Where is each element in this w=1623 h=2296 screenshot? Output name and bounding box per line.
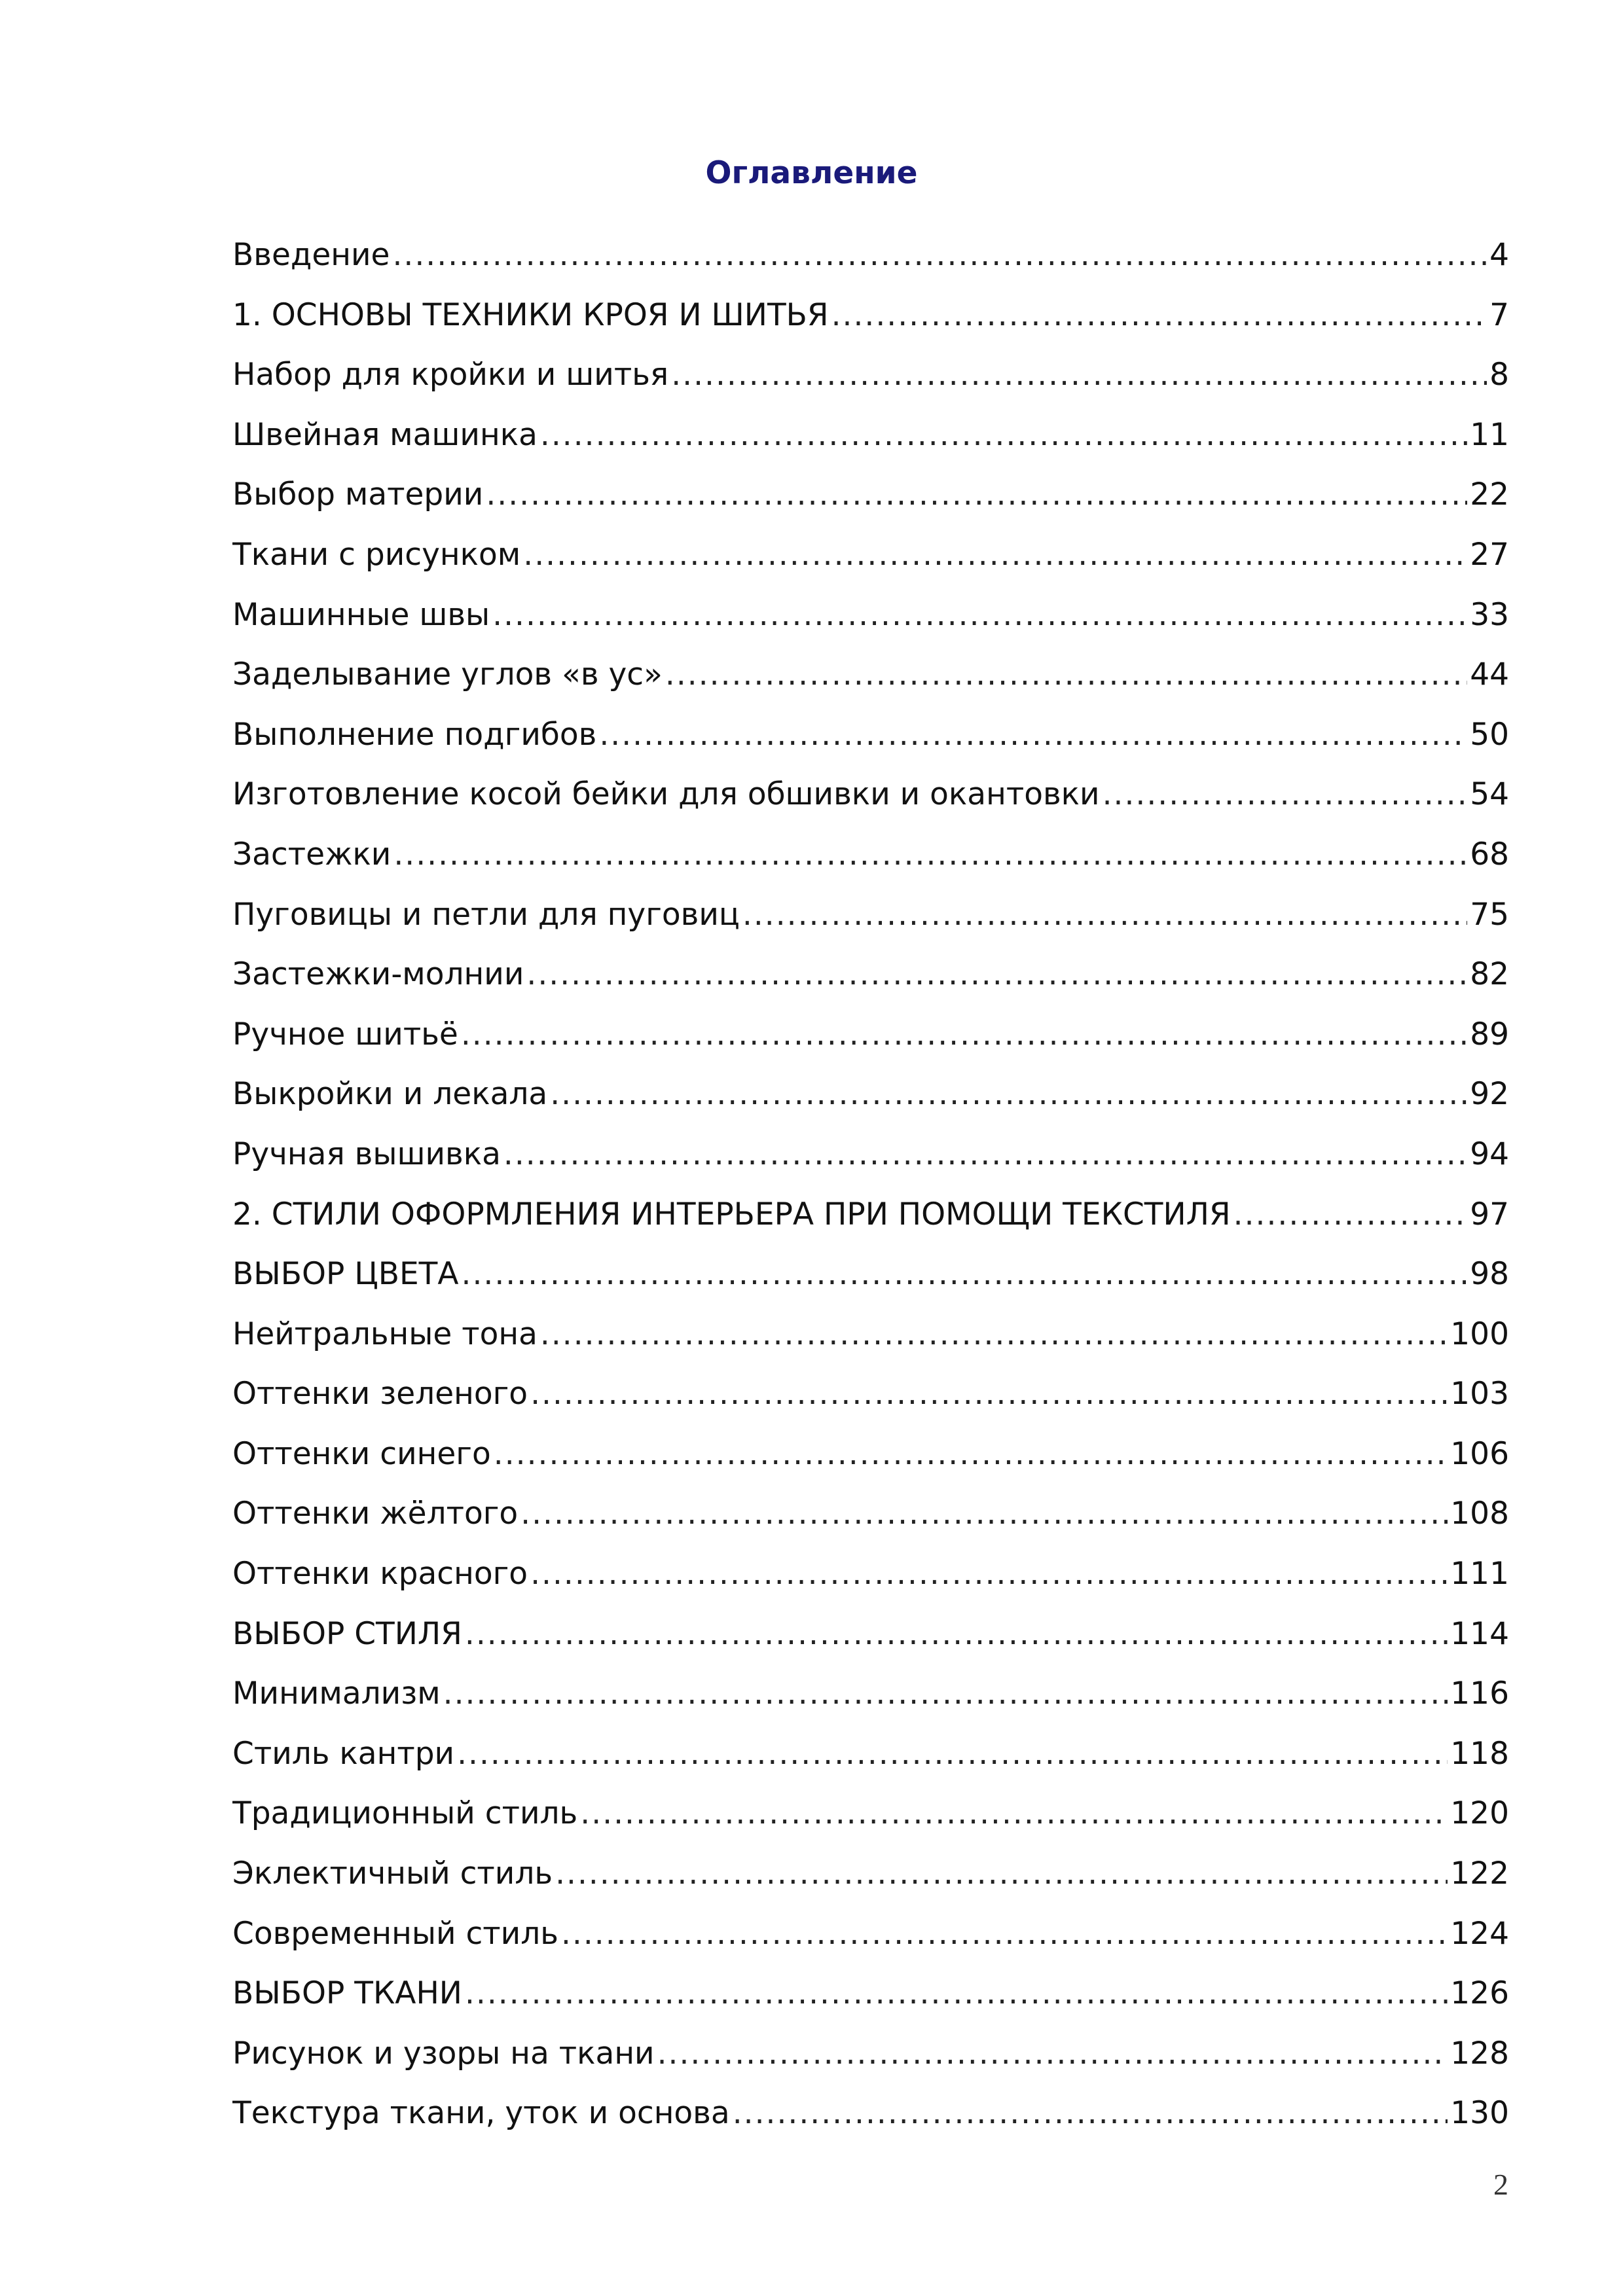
toc-entry-page-number: 22 [1470,476,1509,513]
toc-entry-page-number: 122 [1450,1856,1509,1892]
toc-entry-page-number: 106 [1450,1435,1509,1472]
toc-entry-page-number: 82 [1470,956,1509,993]
toc-entry-page-number: 8 [1489,357,1509,393]
toc-entry-page-number: 124 [1450,1915,1509,1952]
toc-entry-text: Застежки [232,836,392,872]
toc-entry-text: 1. ОСНОВЫ ТЕХНИКИ КРОЯ И ШИТЬЯ [232,296,829,333]
toc-entry-text: Ручная вышивка [232,1136,501,1172]
toc-entry[interactable] [232,535,1509,596]
toc-entry-text: Швейная машинка [232,416,538,453]
toc-dot-leader [561,1914,1448,1954]
toc-entry[interactable] [232,1914,1509,1975]
toc-dot-leader [457,1734,1448,1774]
toc-entry-text: Минимализм [232,1676,441,1712]
toc-entry-text: Современный стиль [232,1915,558,1952]
toc-dot-leader [671,355,1487,395]
toc-entry-text: Оттенки зеленого [232,1376,528,1412]
toc-entry-page-number: 128 [1450,2035,1509,2072]
toc-entry[interactable] [232,1615,1509,1675]
toc-entry[interactable] [232,895,1509,956]
toc-entry-text: Оттенки красного [232,1556,528,1592]
toc-entry-text: Пуговицы и петли для пуговиц [232,896,740,933]
toc-entry-page-number: 54 [1470,776,1509,813]
toc-entry[interactable] [232,296,1509,356]
toc-entry-page-number: 118 [1450,1735,1509,1772]
toc-dot-leader [1103,775,1468,814]
toc-dot-leader [550,1075,1467,1114]
toc-dot-leader [494,1435,1448,1474]
toc-dot-leader [523,535,1467,575]
toc-entry[interactable] [232,1974,1509,2034]
toc-dot-leader [831,296,1487,335]
toc-entry[interactable] [232,2094,1509,2154]
toc-entry[interactable] [232,1494,1509,1554]
toc-entry-text: Ручное шитьё [232,1016,458,1052]
toc-dot-leader [465,1974,1448,2013]
toc-dot-leader [443,1674,1448,1713]
toc-entry[interactable] [232,835,1509,895]
toc-entry-page-number: 130 [1450,2095,1509,2132]
toc-entry-text: Нейтральные тона [232,1316,538,1352]
toc-entry-page-number: 111 [1450,1556,1509,1592]
toc-entry-page-number: 4 [1489,237,1509,273]
toc-entry-page-number: 126 [1450,1975,1509,2012]
toc-dot-leader [492,596,1467,635]
toc-entry-text: Машинные швы [232,596,490,633]
toc-dot-leader [733,2094,1448,2133]
toc-entry-page-number: 97 [1470,1196,1509,1232]
toc-entry-text: Введение [232,237,390,273]
toc-entry-text: Ткани с рисунком [232,536,521,573]
toc-entry-text: ВЫБОР ТКАНИ [232,1975,462,2012]
toc-entry-text: 2. СТИЛИ ОФОРМЛЕНИЯ ИНТЕРЬЕРА ПРИ ПОМОЩИ ТЕКСТИЛЯ [232,1196,1231,1232]
toc-entry-text: Рисунок и узоры на ткани [232,2035,655,2072]
toc-dot-leader [530,1374,1448,1414]
toc-entry[interactable] [232,1435,1509,1495]
toc-entry-page-number: 114 [1450,1615,1509,1652]
toc-dot-leader [486,475,1467,514]
toc-dot-leader [526,955,1467,994]
toc-title: Оглавление [705,155,918,191]
toc-entry[interactable] [232,2034,1509,2094]
toc-entry[interactable] [232,1015,1509,1075]
toc-entry-page-number: 108 [1450,1496,1509,1532]
toc-entry-page-number: 68 [1470,836,1509,872]
toc-entry-text: Текстура ткани, уток и основа [232,2095,730,2132]
toc-entry[interactable] [232,1554,1509,1615]
toc-entry-page-number: 98 [1470,1256,1509,1293]
toc-entry[interactable] [232,955,1509,1015]
toc-dot-leader [1233,1195,1468,1234]
toc-dot-leader [392,236,1487,275]
toc-dot-leader [461,1015,1467,1054]
toc-dot-leader [580,1794,1448,1833]
toc-entry-page-number: 75 [1470,896,1509,933]
toc-entry[interactable] [232,715,1509,776]
toc-dot-leader [520,1494,1448,1534]
toc-entry-page-number: 50 [1470,716,1509,753]
toc-entry[interactable] [232,775,1509,835]
toc-dot-leader [657,2034,1448,2073]
toc-entry[interactable] [232,1255,1509,1315]
toc-entry-page-number: 27 [1470,536,1509,573]
toc-dot-leader [462,1255,1468,1294]
toc-dot-leader [503,1135,1467,1174]
toc-dot-leader [599,715,1467,755]
toc-entry[interactable] [232,416,1509,476]
toc-dot-leader [393,835,1467,874]
toc-entry[interactable] [232,1854,1509,1914]
toc-entry-text: ВЫБОР СТИЛЯ [232,1615,462,1652]
toc-dot-leader [540,1315,1448,1354]
toc-entry[interactable] [232,1075,1509,1135]
toc-entry-text: Выполнение подгибов [232,716,597,753]
page-number: 2 [1493,2168,1508,2201]
toc-entry-text: Заделывание углов «в ус» [232,656,663,693]
toc-dot-leader [465,1615,1448,1654]
toc-entry[interactable] [232,1674,1509,1734]
toc-entry-text: Выкройки и лекала [232,1076,548,1113]
toc-entry-page-number: 94 [1470,1136,1509,1172]
toc-entry[interactable] [232,1734,1509,1795]
toc-entry[interactable] [232,1135,1509,1195]
toc-entry-page-number: 7 [1489,296,1509,333]
toc-dot-leader [742,895,1467,935]
toc-entry-text: Набор для кройки и шитья [232,357,669,393]
toc-entry[interactable] [232,1794,1509,1854]
toc-entry[interactable] [232,355,1509,416]
toc-entry[interactable] [232,1374,1509,1435]
toc-entry[interactable] [232,236,1509,296]
toc-entry[interactable] [232,1315,1509,1375]
toc-entry-text: ВЫБОР ЦВЕТА [232,1256,459,1293]
toc-entry-page-number: 92 [1470,1076,1509,1113]
toc-entry[interactable] [232,1195,1509,1255]
toc-entry[interactable] [232,655,1509,715]
toc-entry-page-number: 100 [1450,1316,1509,1352]
toc-entry-text: Выбор материи [232,476,484,513]
toc-entry-page-number: 89 [1470,1016,1509,1052]
toc-entry-page-number: 44 [1470,656,1509,693]
toc-dot-leader [555,1854,1448,1893]
toc-entry-page-number: 33 [1470,596,1509,633]
toc-entry-text: Стиль кантри [232,1735,455,1772]
toc-list [232,236,1509,2154]
toc-entry-page-number: 116 [1450,1676,1509,1712]
toc-entry[interactable] [232,475,1509,535]
toc-entry-text: Оттенки жёлтого [232,1496,519,1532]
toc-entry-text: Оттенки синего [232,1435,491,1472]
toc-entry-text: Эклектичный стиль [232,1856,553,1892]
toc-entry-page-number: 11 [1470,416,1509,453]
toc-entry-text: Застежки-молнии [232,956,524,993]
toc-dot-leader [530,1554,1448,1594]
toc-entry-page-number: 103 [1450,1376,1509,1412]
toc-dot-leader [540,416,1467,455]
toc-entry-text: Традиционный стиль [232,1795,578,1832]
toc-entry[interactable] [232,596,1509,656]
toc-dot-leader [665,655,1467,694]
toc-entry-page-number: 120 [1450,1795,1509,1832]
toc-entry-text: Изготовление косой бейки для обшивки и окантовки [232,776,1100,813]
